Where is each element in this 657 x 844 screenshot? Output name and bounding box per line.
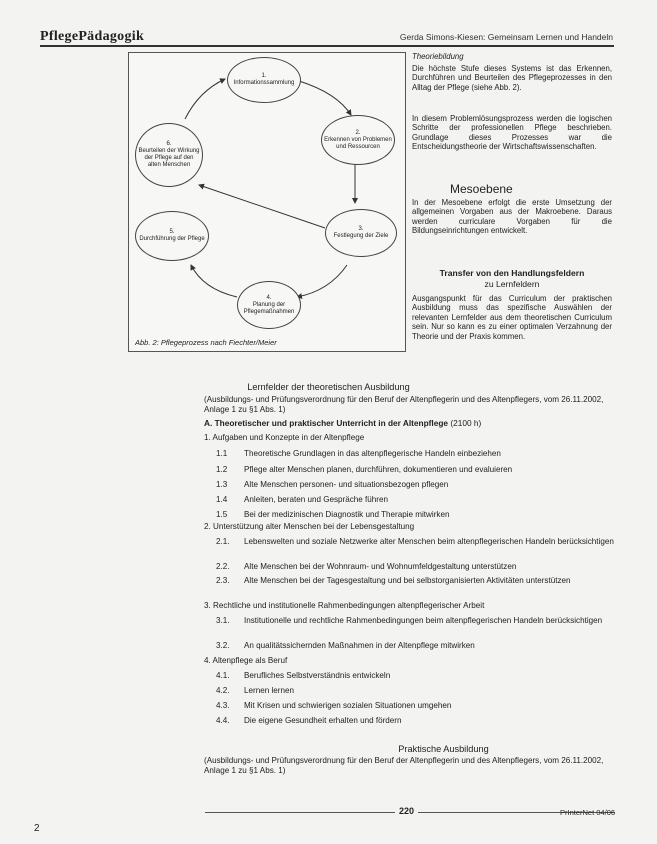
group-2-title: 2. Unterstützung alter Menschen bei der Lebensgestaltung (204, 522, 415, 531)
node-2: 2. Erkennen von Problemen und Ressourcen (321, 115, 395, 165)
theorie-heading: Theoriebildung (412, 52, 464, 61)
arrow-3-6 (199, 185, 325, 228)
mesoebene-paragraph: In der Mesoebene erfolgt die erste Umsetzung der allgemeinen Vorgaben aus der Makroebene. Daraus werden curriculare Vorgaben für die Bildungseinrichtungen entwickelt. (412, 198, 612, 236)
list-item: 1.4 Anleiten, beraten und Gespräche führen (216, 495, 388, 504)
node-4: 4. Planung der Pflegemaßnahmen (237, 281, 301, 329)
mesoebene-heading: Mesoebene (450, 182, 513, 196)
transfer-heading-line-1: Transfer von den Handlungsfeldern (439, 268, 585, 278)
node-1: 1. Informationssammlung (227, 57, 301, 103)
figure-caption: Abb. 2: Pflegeprozess nach Fiechter/Meier (135, 338, 277, 347)
group-3-title: 3. Rechtliche und institutionelle Rahmenbedingungen altenpflegerischer Arbeit (204, 601, 485, 610)
list-item: 2.2. Alte Menschen bei der Wohnraum- und Wohnumfeldgestaltung unterstützen (216, 562, 517, 571)
list-item: 4.4. Die eigene Gesundheit erhalten und fördern (216, 716, 402, 725)
praktisch-title: Praktische Ausbildung (398, 744, 489, 754)
margin-mark: 2 (34, 823, 40, 834)
pflegeprozess-diagram (128, 52, 406, 352)
article-author-title: Gerda Simons-Kiesen: Gemeinsam Lernen und Handeln (399, 32, 613, 42)
group-4-title: 4. Altenpflege als Beruf (204, 656, 288, 665)
issue-label: PrInterNet 04/06 (560, 808, 616, 817)
lernfelder-source: (Ausbildungs- und Prüfungsverordnung für den Beruf der Altenpflegerin und des Altenpflegers, vom 26.11.2002, Anlage 1 zu §1 Abs. 1) (204, 395, 604, 414)
journal-title: PflegePädagogik (40, 29, 145, 44)
node-6: 6. Beurteilen der Wirkung der Pflege auf den alten Menschen (135, 123, 203, 187)
theorie-paragraph-1: Die höchste Stufe dieses Systems ist das Erkennen, Durchführen und Beurteilen des Pflegeprozesses in den Alltag der Pflege (siehe Abb. 2). (412, 64, 612, 92)
section-a-hours: (2100 h) (450, 418, 482, 428)
page-number: 220 (395, 806, 418, 816)
list-item: 4.2. Lernen lernen (216, 686, 294, 695)
praktisch-source: (Ausbildungs- und Prüfungsverordnung für den Beruf der Altenpflegerin und des Altenpflegers, vom 26.11.2002, Anlage 1 zu §1 Abs. 1) (204, 756, 604, 775)
list-item: 2.1. Lebenswelten und soziale Netzwerke alter Menschen beim altenpflegerischen Handeln berücksichtigen (216, 537, 614, 546)
node-5: 5. Durchführung der Pflege (135, 211, 209, 261)
arrow-1-2 (299, 81, 351, 115)
arrow-6-1 (185, 79, 225, 119)
list-item: 1.5 Bei der medizinischen Diagnostik und Therapie mitwirken (216, 510, 450, 519)
list-item: 3.1. Institutionelle und rechtliche Rahmenbedingungen beim altenpflegerischen Handeln berücksichtigen (216, 616, 603, 625)
arrow-4-5 (191, 265, 237, 297)
list-item: 3.2. An qualitätssichernden Maßnahmen in der Altenpflege mitwirken (216, 641, 475, 650)
transfer-paragraph: Ausgangspunkt für das Curriculum der praktischen Ausbildung muss das spezifische Auswählen der relevanten Lernfelder aus dem theoretischen Curriculum sein. Nur so kann es zu einer optimalen Verzahnung der Theorie und der Praxis kommen. (412, 294, 612, 341)
header-rule (40, 45, 614, 47)
list-item: 1.2 Pflege alter Menschen planen, durchführen, dokumentieren und evaluieren (216, 465, 513, 474)
arrow-3-4 (297, 265, 347, 297)
list-item: 4.3. Mit Krisen und schwierigen sozialen Situationen umgehen (216, 701, 452, 710)
lernfelder-title: Lernfelder der theoretischen Ausbildung (247, 382, 410, 392)
group-1-title: 1. Aufgaben und Konzepte in der Altenpflege (204, 433, 365, 442)
transfer-heading-line-2: zu Lernfeldern (484, 279, 540, 289)
list-item: 2.3. Alte Menschen bei der Tagesgestaltung und bei selbstorganisierten Aktivitäten unterstützen (216, 576, 571, 585)
node-3: 3. Festlegung der Ziele (325, 209, 397, 257)
list-item: 1.1 Theoretische Grundlagen in das altenpflegerische Handeln einbeziehen (216, 449, 501, 458)
theorie-paragraph-2: In diesem Problemlösungsprozess werden die logischen Schritte der professionellen Pflege beschrieben. Grundlage dieses Prozesses war die Entscheidungstheorie der Wirtschaftswissenschaften. (412, 114, 612, 152)
transfer-heading (412, 268, 612, 290)
section-a-heading (204, 418, 614, 428)
section-a-title: A. Theoretischer und praktischer Unterricht in der Altenpflege (204, 418, 449, 428)
list-item: 1.3 Alte Menschen personen- und situationsbezogen pflegen (216, 480, 449, 489)
list-item: 4.1. Berufliches Selbstverständnis entwickeln (216, 671, 391, 680)
